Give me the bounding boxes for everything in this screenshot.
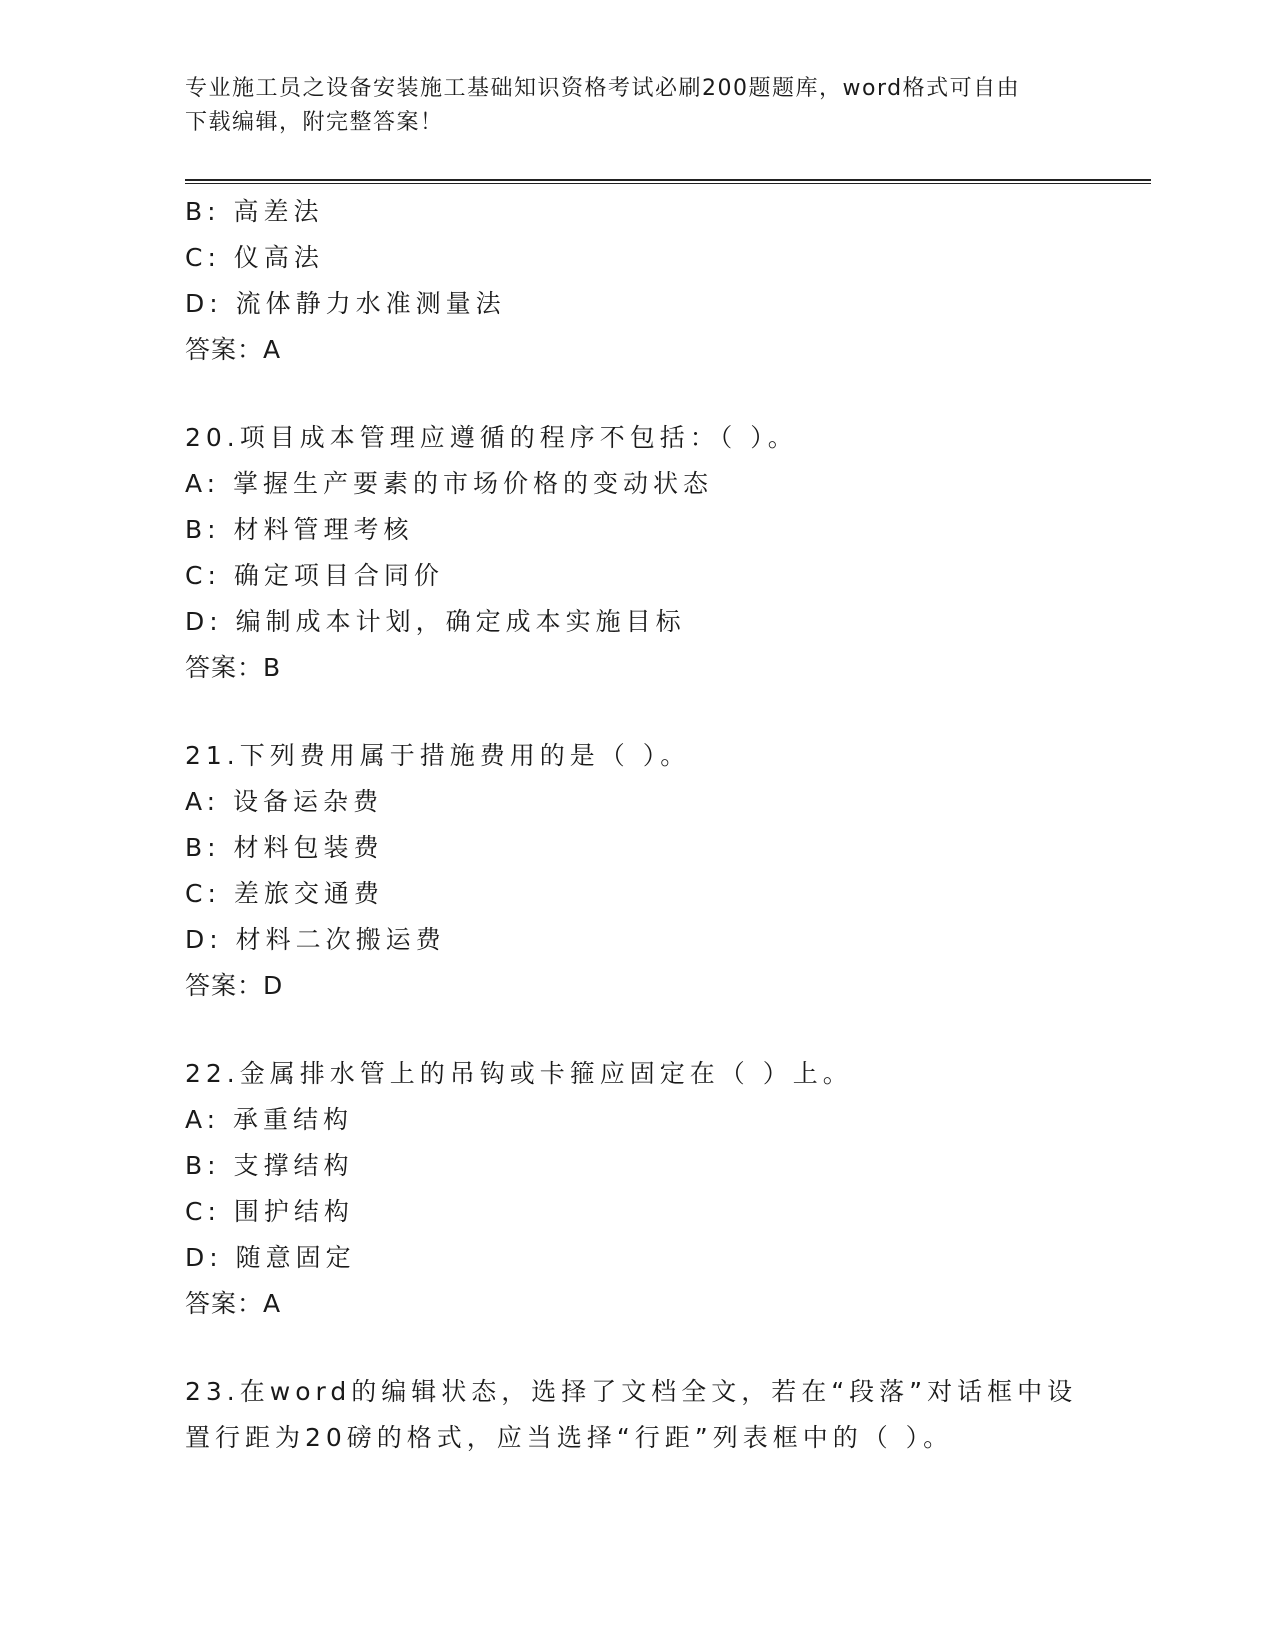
option-c: C: 确定项目合同价 xyxy=(185,561,444,590)
option-c: C: 仪高法 xyxy=(185,243,324,272)
answer: 答案：A xyxy=(185,335,282,364)
option-b: B: 高差法 xyxy=(185,197,324,226)
option-b: B: 材料包装费 xyxy=(185,833,384,862)
header-line-1: 专业施工员之设备安装施工基础知识资格考试必刷200题题库，word格式可自由 xyxy=(185,76,1021,101)
document-body xyxy=(185,189,1085,1461)
question-19-tail xyxy=(185,189,1085,373)
question-21 xyxy=(185,733,1085,1009)
option-a: A: 设备运杂费 xyxy=(185,787,384,816)
answer: 答案：A xyxy=(185,1289,282,1318)
option-a: A: 掌握生产要素的市场价格的变动状态 xyxy=(185,469,714,498)
question-stem-line-1: 23.在word的编辑状态，选择了文档全文，若在“段落”对话框中设 xyxy=(185,1377,1078,1406)
option-b: B: 支撑结构 xyxy=(185,1151,354,1180)
answer: 答案：D xyxy=(185,971,284,1000)
option-c: C: 围护结构 xyxy=(185,1197,354,1226)
option-d: D: 编制成本计划，确定成本实施目标 xyxy=(185,607,686,636)
option-d: D: 流体静力水准测量法 xyxy=(185,289,506,318)
question-stem-line-2: 置行距为20磅的格式，应当选择“行距”列表框中的（ ）。 xyxy=(185,1423,954,1452)
question-20 xyxy=(185,415,1085,691)
header-divider xyxy=(185,179,1151,184)
option-b: B: 材料管理考核 xyxy=(185,515,414,544)
header-line-2: 下载编辑，附完整答案！ xyxy=(185,110,444,135)
question-stem: 22.金属排水管上的吊钩或卡箍应固定在（ ）上。 xyxy=(185,1059,853,1088)
question-stem: 20.项目成本管理应遵循的程序不包括：（ ）。 xyxy=(185,423,798,452)
question-stem: 21.下列费用属于措施费用的是（ ）。 xyxy=(185,741,691,770)
question-22 xyxy=(185,1051,1085,1327)
option-a: A: 承重结构 xyxy=(185,1105,354,1134)
option-d: D: 随意固定 xyxy=(185,1243,356,1272)
option-d: D: 材料二次搬运费 xyxy=(185,925,446,954)
answer: 答案：B xyxy=(185,653,282,682)
option-c: C: 差旅交通费 xyxy=(185,879,384,908)
document-header xyxy=(185,72,1085,140)
question-23 xyxy=(185,1369,1085,1461)
